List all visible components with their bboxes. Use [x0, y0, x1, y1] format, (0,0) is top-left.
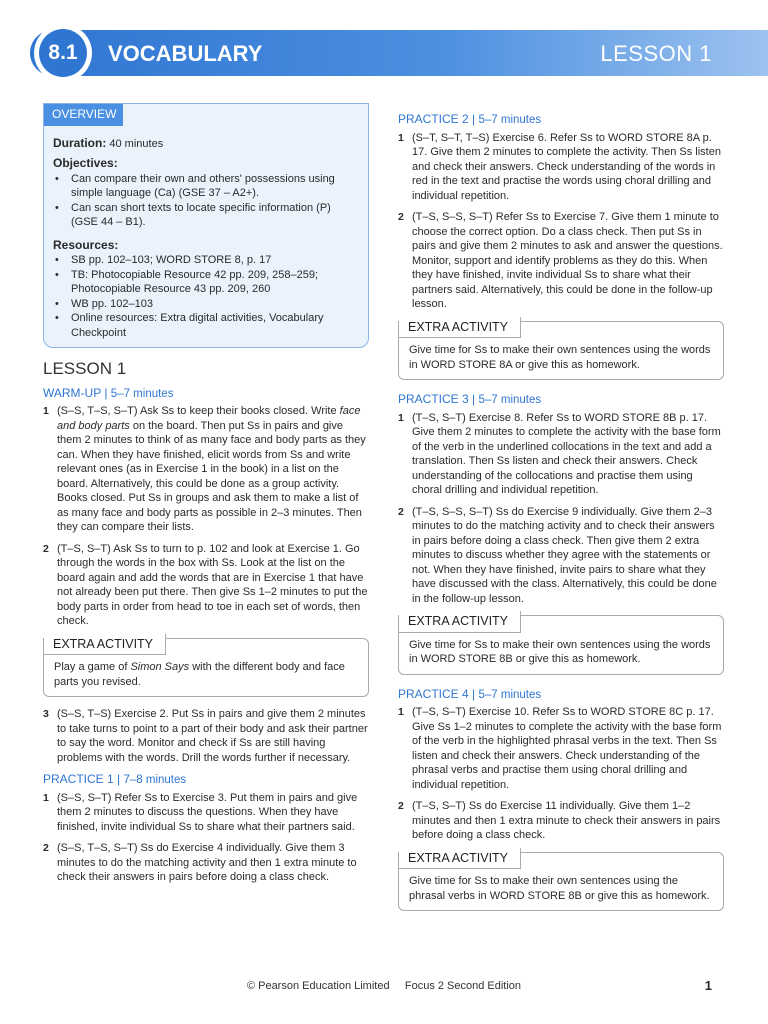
list-item: • TB: Photocopiable Resource 42 pp. 209, 258–259; Photocopiable Resource 43 pp. 209, 260 — [53, 268, 360, 297]
list-item: • SB pp. 102–103; WORD STORE 8, p. 17 — [53, 253, 360, 268]
list-item: 3 (S–S, T–S) Exercise 2. Put Ss in pairs and give them 2 minutes to take turns to point to a part of their body and ask their partner to say the word. Monitor and check if Ss are still having problems with the words. Drill the words further if necessary. — [43, 708, 368, 764]
extra-activity-box — [43, 638, 369, 698]
left-column — [43, 103, 369, 892]
extra-activity-box — [398, 852, 724, 912]
right-column — [398, 112, 724, 921]
list-item: 2 (T–S, S–T) Ss do Exercise 11 individually. Give them 1–2 minutes and then 1 extra minute to check their answers in pairs before doing a class check. — [398, 800, 721, 841]
list-item: 2 (T–S, S–S, S–T) Refer Ss to Exercise 7. Give them 1 minute to choose the correct option. Do a class check. Then put Ss in pairs and give them 2 minutes to ask and answer the questions. Monitor, support and identify problems as they do this. When they have finished, invite individual Ss to share what their partners said. Alternatively, this could be done in the follow-up lesson. — [398, 211, 723, 310]
objectives-heading: Objectives: — [53, 156, 118, 170]
unit-badge-number: 8.1 — [39, 29, 87, 77]
overview-label: OVERVIEW — [44, 104, 123, 126]
lesson-title: LESSON 1 — [600, 41, 712, 66]
extra-activity-box — [398, 615, 724, 675]
unit-badge — [34, 24, 92, 82]
extra-activity-text: Give time for Ss to make their own sentences using the phrasal verbs in WORD STORE 8B or give this as homework. — [409, 875, 710, 902]
list-item: 1 (S–S, T–S, S–T) Ask Ss to keep their books closed. Write face and body parts on the board. Then put Ss in pairs and give them 2 minutes to think of as many face and body parts as they can. When they have finished, elicit words from Ss and write relevant ones (as in Exercise 1 in the book) in a list on the board. Alternatively, this could be done as a group activity. Books closed. Put Ss in groups and ask them to make a list of as many face and body parts as possible in 2–3 minutes. Then they can compare their lists. — [43, 405, 366, 533]
list-item: 2 (S–S, T–S, S–T) Ss do Exercise 4 individually. Give them 3 minutes to do the matching activity and then 1 extra minute to check their answers in pairs before doing a class check. — [43, 842, 357, 883]
list-item: • WB pp. 102–103 — [53, 297, 360, 312]
footer-copyright: © Pearson Education Limited Focus 2 Second Edition — [246, 980, 522, 992]
extra-activity-label: EXTRA ACTIVITY — [399, 848, 521, 870]
section-title: VOCABULARY — [108, 41, 263, 66]
warmup-heading: WARM-UP | 5–7 minutes — [43, 385, 174, 400]
extra-activity-label: EXTRA ACTIVITY — [399, 317, 521, 339]
practice1-heading: PRACTICE 1 | 7–8 minutes — [43, 772, 187, 786]
list-item: 1 (T–S, S–T) Exercise 8. Refer Ss to WORD STORE 8B p. 17. Give them 2 minutes to complete the activity with the base form of the verb in the underlined collocations in the text and add a translation. Then Ss listen and check their answers. Check understanding of the collocations and practise them using choral drilling and individual repetition. — [398, 411, 721, 496]
list-item: 1 (T–S, S–T) Exercise 10. Refer Ss to WORD STORE 8C p. 17. Give Ss 1–2 minutes to complete the activity with the base form of the verb in the highlighted phrasal verbs in the text. Then Ss listen and check their answers. Check understanding of the phrasal verbs and practise them using choral drilling and individual repetition. — [398, 706, 722, 791]
duration: Duration: 40 minutes — [53, 135, 164, 150]
resources-list — [53, 253, 360, 340]
list-item: 1 (S–T, S–T, T–S) Exercise 6. Refer Ss to WORD STORE 8A p. 17. Give them 2 minutes to complete the activity. Then Ss listen and check their answers. Check understanding of the words in red in the text and practise the words using choral drilling and individual repetition. — [398, 131, 721, 202]
extra-activity-text: Give time for Ss to make their own sentences using the words in WORD STORE 8A or give this as homework. — [409, 344, 711, 371]
page-number: 1 — [704, 978, 712, 993]
extra-activity-text: Play a game of Simon Says with the different body and face parts you revised. — [54, 661, 345, 688]
list-item: • Can compare their own and others' possessions using simple language (Ca) (GSE 37 – A2+). — [53, 172, 360, 201]
list-item: 2 (T–S, S–S, S–T) Ss do Exercise 9 individually. Give them 2–3 minutes to do the matching activity and to check their answers in pairs before doing a class check. Then give them 2 extra minutes to discuss whether they agree with the statements or not. When they have finished, invite pairs to share what they have discussed with the class. Alternatively, this could be done in the follow-up lesson. — [398, 505, 717, 605]
extra-activity-text: Give time for Ss to make their own sentences using the words in WORD STORE 8B or give this as homework. — [409, 638, 711, 665]
overview-box — [43, 103, 369, 348]
resources-heading: Resources: — [53, 237, 119, 252]
practice3-heading: PRACTICE 3 | 5–7 minutes — [398, 392, 542, 406]
list-item: • Online resources: Extra digital activities, Vocabulary Checkpoint — [53, 311, 360, 340]
list-item: • Can scan short texts to locate specific information (P) (GSE 44 – B1). — [53, 201, 360, 230]
practice4-heading: PRACTICE 4 | 5–7 minutes — [398, 686, 542, 701]
list-item: 1 (S–S, S–T) Refer Ss to Exercise 3. Put them in pairs and give them 2 minutes to discuss the questions. When they have finished, invite individual Ss to share what their partners said. — [43, 791, 358, 833]
list-item: 2 (T–S, S–T) Ask Ss to turn to p. 102 and look at Exercise 1. Go through the words in the box with Ss. Look at the list on the board again and add the words that are in Exercise 1 that have not already been put there. Then give Ss 1–2 minutes to put the body parts in order from head to toe in each set of words, then check. — [43, 542, 368, 627]
practice2-heading: PRACTICE 2 | 5–7 minutes — [398, 112, 542, 126]
objectives-list — [53, 172, 360, 230]
extra-activity-label: EXTRA ACTIVITY — [399, 611, 521, 633]
extra-activity-box — [398, 321, 724, 381]
lesson-heading: LESSON 1 — [43, 359, 127, 378]
extra-activity-label: EXTRA ACTIVITY — [44, 634, 166, 656]
